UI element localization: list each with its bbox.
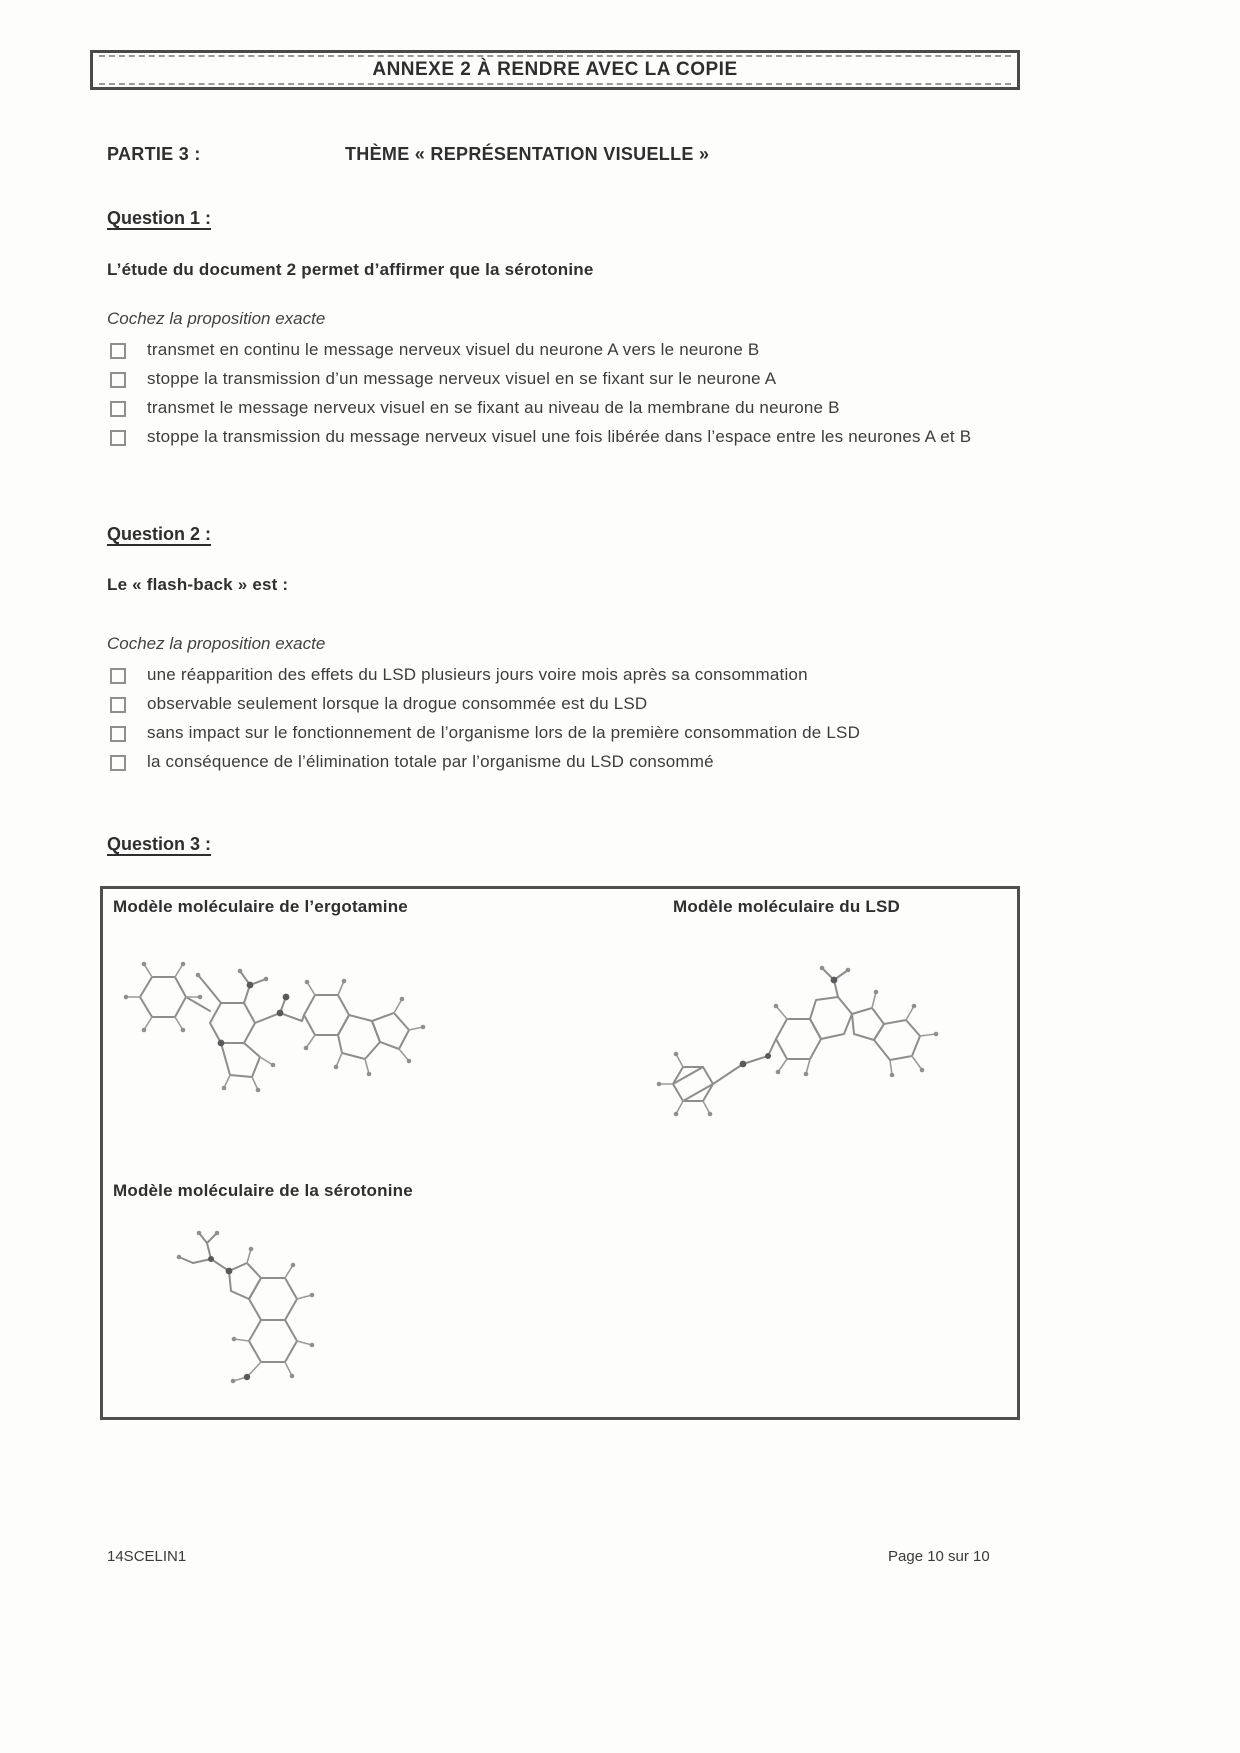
q1-option-1-label: transmet en continu le message nerveux visuel du neurone A vers le neurone B (147, 340, 760, 359)
q1-option-2 (110, 365, 1018, 392)
q2-option-4-label: la conséquence de l’élimination totale par l’organisme du LSD consommé (147, 752, 714, 771)
q2-option-3 (110, 719, 1018, 746)
q1-option-4-label: stoppe la transmission du message nerveux visuel une fois libérée dans l’espace entre les neurones A et B (147, 427, 972, 446)
q2-option-2-label: observable seulement lorsque la drogue consommée est du LSD (147, 694, 648, 713)
question1-heading: Question 1 : (107, 208, 212, 228)
question2-instruction: Cochez la proposition exacte (107, 634, 326, 653)
q2-option-2 (110, 690, 1018, 717)
part-label: PARTIE 3 : (107, 144, 201, 164)
q1-option-1-checkbox[interactable] (110, 343, 126, 359)
q2-option-1-label: une réapparition des effets du LSD plusieurs jours voire mois après sa consommation (147, 665, 808, 684)
q1-option-3-label: transmet le message nerveux visuel en se fixant au niveau de la membrane du neurone B (147, 398, 840, 417)
q1-option-4-checkbox[interactable] (110, 430, 126, 446)
q1-option-2-checkbox[interactable] (110, 372, 126, 388)
q1-option-2-label: stoppe la transmission d’un message nerveux visuel en se fixant sur le neurone A (147, 369, 777, 388)
ergotamine-figure-label: Modèle moléculaire de l’ergotamine (113, 897, 408, 916)
q2-option-1 (110, 661, 1018, 688)
serotonine-figure-label: Modèle moléculaire de la sérotonine (113, 1181, 413, 1200)
q2-option-2-checkbox[interactable] (110, 697, 126, 713)
question1-statement: L’étude du document 2 permet d’affirmer que la sérotonine (107, 260, 594, 279)
question2-heading: Question 2 : (107, 524, 212, 544)
q2-option-1-checkbox[interactable] (110, 668, 126, 684)
lsd-figure-label: Modèle moléculaire du LSD (673, 897, 900, 916)
footer-document-code: 14SCELIN1 (107, 1548, 187, 1565)
question2-statement: Le « flash-back » est : (107, 575, 289, 594)
q1-option-1 (110, 336, 1018, 363)
ergotamine-molecule-image (118, 937, 448, 1152)
lsd-molecule-image (648, 934, 958, 1134)
question2-options (110, 661, 1018, 777)
question1-instruction: Cochez la proposition exacte (107, 309, 326, 328)
footer-page-number: Page 10 sur 10 (888, 1548, 990, 1565)
question3-figure-box (100, 886, 1020, 1420)
header-banner-title: ANNEXE 2 À RENDRE AVEC LA COPIE (372, 59, 738, 80)
q2-option-4-checkbox[interactable] (110, 755, 126, 771)
q2-option-3-checkbox[interactable] (110, 726, 126, 742)
q1-option-3 (110, 394, 1018, 421)
question3-heading: Question 3 : (107, 834, 212, 854)
theme-title: THÈME « REPRÉSENTATION VISUELLE » (345, 144, 710, 164)
q1-option-4 (110, 423, 1018, 450)
q2-option-3-label: sans impact sur le fonctionnement de l’organisme lors de la première consommation de LSD (147, 723, 861, 742)
serotonine-molecule-image (163, 1221, 403, 1396)
q1-option-3-checkbox[interactable] (110, 401, 126, 417)
question1-options (110, 336, 1018, 452)
q2-option-4 (110, 748, 1018, 775)
header-banner-box (90, 50, 1020, 90)
